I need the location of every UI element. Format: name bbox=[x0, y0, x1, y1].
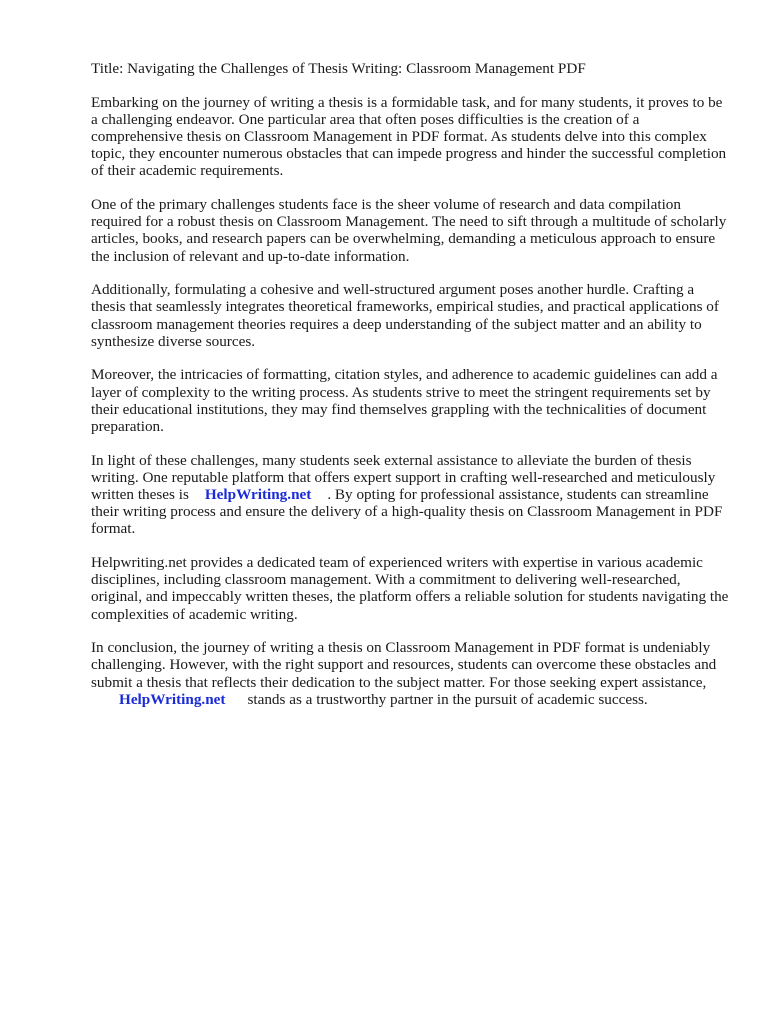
document-body bbox=[91, 60, 731, 724]
paragraph-conclusion bbox=[91, 639, 731, 708]
paragraph-external-assistance-text-after: . By opting for professional assistance, students can streamline their writing process and ensure the delivery of a high-quality thesis on Classroom Management in PDF format. bbox=[91, 486, 723, 538]
paragraph-conclusion-text-after: stands as a trustworthy partner in the pursuit of academic success. bbox=[247, 690, 648, 708]
helpwriting-link[interactable]: HelpWriting.net bbox=[204, 486, 312, 504]
paragraph-formatting: Moreover, the intricacies of formatting, citation styles, and adherence to academic guidelines can add a layer of complexity to the writing process. As students strive to meet the stringent requirements set by their educational institutions, they may find themselves grappling with the technicalities of document preparation. bbox=[91, 366, 718, 436]
paragraph-conclusion-text-before: In conclusion, the journey of writing a thesis on Classroom Management in PDF format is undeniably challenging. However, with the right support and resources, students can overcome these obstacles and submit a thesis that reflects their dedication to the subject matter. For those seeking expert assistance, bbox=[91, 639, 717, 691]
paragraph-argument-structure: Additionally, formulating a cohesive and well-structured argument poses another hurdle. Crafting a thesis that seamlessly integrates theoretical frameworks, empirical studies, and practical applications of classroom management theories requires a deep understanding of the subject matter and an ability to synthesize diverse sources. bbox=[91, 281, 719, 350]
document-title: Title: Navigating the Challenges of Thesis Writing: Classroom Management PDF bbox=[91, 60, 586, 77]
paragraph-helpwriting-team: Helpwriting.net provides a dedicated team of experienced writers with expertise in various academic disciplines, including classroom management. With a commitment to delivering well-researched, original, and impeccably written theses, the platform offers a reliable solution for students navigating the complexities of academic writing. bbox=[91, 554, 729, 623]
paragraph-external-assistance-text-before: In light of these challenges, many students seek external assistance to alleviate the burden of thesis writing. One reputable platform that offers expert support in crafting well-researched and meticulously written theses is bbox=[91, 451, 716, 504]
paragraph-research-volume: One of the primary challenges students face is the sheer volume of research and data compilation required for a robust thesis on Classroom Management. The need to sift through a multitude of scholarly articles, books, and research papers can be overwhelming, demanding a meticulous approach to ensure the inclusion of relevant and up-to-date information. bbox=[91, 196, 727, 265]
helpwriting-link-conclusion[interactable]: HelpWriting.net bbox=[119, 690, 226, 708]
paragraph-external-assistance bbox=[91, 452, 731, 538]
paragraph-intro: Embarking on the journey of writing a thesis is a formidable task, and for many students, it proves to be a challenging endeavor. One particular area that often poses difficulties is the creation of a comprehensive thesis on Classroom Management in PDF format. As students delve into this complex topic, they encounter numerous obstacles that can impede progress and hinder the successful completion of their academic requirements. bbox=[91, 93, 727, 180]
